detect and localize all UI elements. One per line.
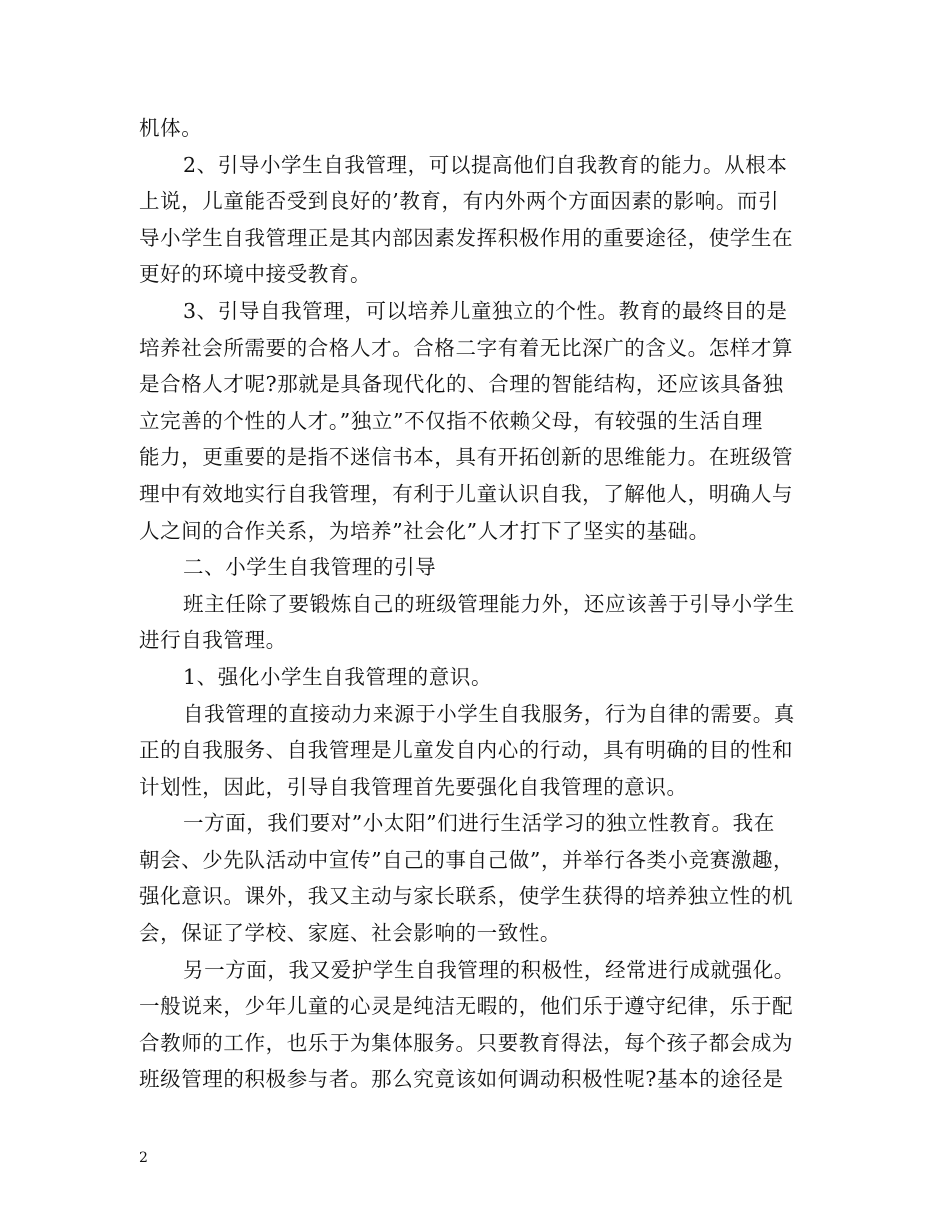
text-line: 能力，更重要的是指不迷信书本，具有开拓创新的思维能力。在班级管 [139, 445, 794, 470]
text-line: 更好的环境中接受教育。 [139, 262, 372, 287]
text-line: 合教师的工作，也乐于为集体服务。只要教育得法，每个孩子都会成为 [139, 1030, 794, 1055]
body-text [139, 110, 819, 1098]
text-line: 班级管理的积极参与者。那么究竟该如何调动积极性呢?基本的途径是 [139, 1067, 784, 1092]
text-line: 上说，儿童能否受到良好的’教育，有内外两个方面因素的影响。而引 [139, 189, 780, 214]
text-line: 3、引导自我管理，可以培养儿童独立的个性。教育的最终目的是 [183, 298, 788, 323]
text-line: 班主任除了要锻炼自己的班级管理能力外，还应该善于引导小学生 [183, 591, 795, 616]
text-line: 人之间的合作关系，为培养”社会化”人才打下了坚实的基础。 [139, 518, 710, 543]
page-number: 2 [139, 1150, 148, 1166]
text-line: 机体。 [139, 116, 203, 140]
text-line: 会，保证了学校、家庭、社会影响的一致性。 [139, 921, 561, 946]
text-line: 是合格人才呢?那就是具备现代化的、合理的智能结构，还应该具备独 [139, 372, 784, 397]
text-line: 一方面，我们要对”小太阳”们进行生活学习的独立性教育。我在 [183, 811, 775, 836]
text-line: 正的自我服务、自我管理是儿童发自内心的行动，具有明确的目的性和 [139, 738, 794, 763]
text-line: 自我管理的直接动力来源于小学生自我服务，行为自律的需要。真 [183, 701, 795, 726]
text-line: 一般说来，少年儿童的心灵是纯洁无暇的，他们乐于遵守纪律，乐于配 [139, 994, 794, 1019]
subsection-heading: 1、强化小学生自我管理的意识。 [183, 664, 493, 689]
text-line: 理中有效地实行自我管理，有利于儿童认识自我，了解他人，明确人与 [139, 481, 794, 506]
text-line: 2、引导小学生自我管理，可以提高他们自我教育的能力。从根本 [183, 152, 788, 177]
text-line: 另一方面，我又爱护学生自我管理的积极性，经常进行成就强化。 [183, 957, 795, 982]
text-line: 立完善的个性的人才。”独立”不仅指不依赖父母，有较强的生活自理 [139, 408, 763, 433]
text-line: 导小学生自我管理正是其内部因素发挥积极作用的重要途径，使学生在 [139, 225, 794, 250]
text-line: 朝会、少先队活动中宣传”自己的事自己做”，并举行各类小竞赛激趣， [139, 847, 795, 872]
text-line: 计划性，因此，引导自我管理首先要强化自我管理的意识。 [139, 774, 688, 799]
text-line: 进行自我管理。 [139, 628, 287, 653]
text-line: 培养社会所需要的合格人才。合格二字有着无比深广的含义。怎样才算 [139, 335, 794, 360]
text-line: 强化意识。课外，我又主动与家长联系，使学生获得的培养独立性的机 [139, 884, 794, 909]
section-heading: 二、小学生自我管理的引导 [183, 555, 437, 580]
